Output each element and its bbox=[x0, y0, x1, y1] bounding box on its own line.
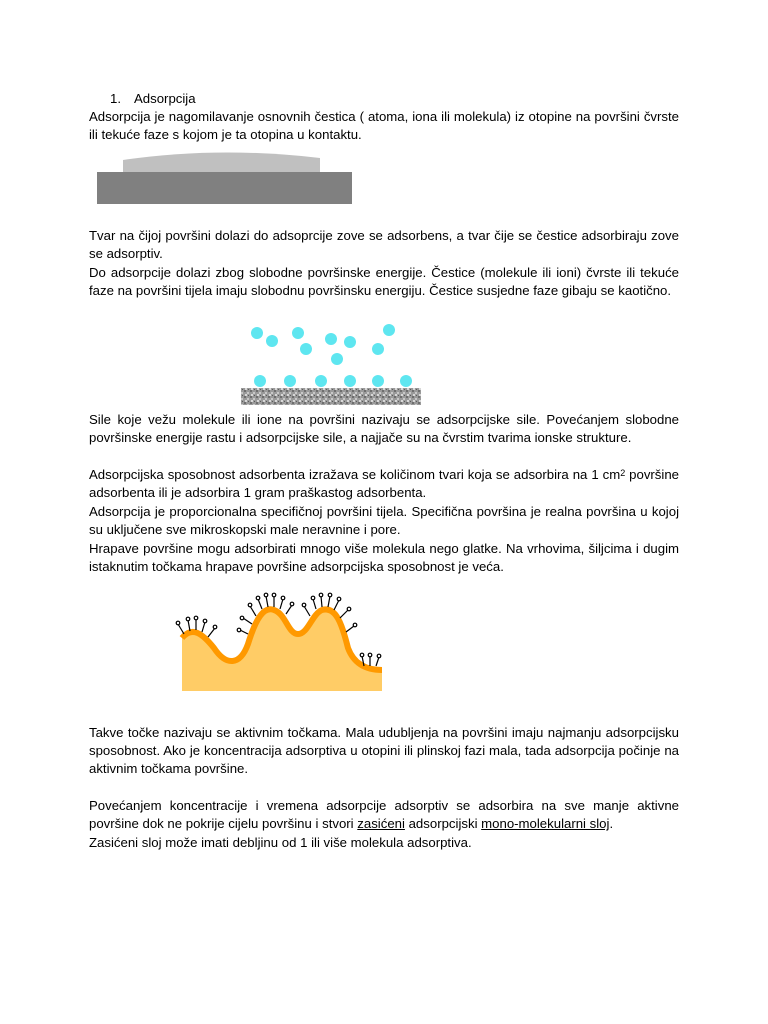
paragraph-adsorption-forces: Sile koje vežu molekule ili ione na površini nazivaju se adsorpcijske sile. Povećanjem slobodne površinske energije rastu i adsorpcijske sile, a najjače su na čvrstim tvarima ionske strukture. bbox=[89, 412, 679, 446]
particle bbox=[251, 327, 263, 339]
liquid-drop bbox=[123, 152, 320, 172]
particle bbox=[372, 343, 384, 355]
particle bbox=[372, 375, 384, 387]
free-particles bbox=[251, 324, 395, 365]
paragraph-monolayer: Povećanjem koncentracije i vremena adsorpcije adsorptiv se adsorbira na sve manje aktivne površine dok ne pokrije cijelu površinu i stvori zasićeni adsorpcijski mono-molekularni sloj. bbox=[89, 798, 679, 832]
particle bbox=[325, 333, 337, 345]
particle bbox=[292, 327, 304, 339]
particle bbox=[254, 375, 266, 387]
particle bbox=[284, 375, 296, 387]
adsorbent-surface bbox=[241, 388, 421, 405]
figure-drop-on-slab bbox=[96, 148, 354, 206]
paragraph-active-points: Takve točke nazivaju se aktivnim točkama. Mala udubljenja na površini imaju najmanju adsorpcijsku sposobnost. Ako je koncentracija adsorptiva u otopini ili plinskoj fazi mala, tada adsorpcija počinje na aktivnim točkama površine. bbox=[89, 725, 679, 777]
particle bbox=[266, 335, 278, 347]
underlined-term-monolayer: mono-molekularni sloj bbox=[481, 816, 610, 832]
section-heading bbox=[110, 90, 196, 108]
paragraph-adsorbens: Tvar na čijoj površini dolazi do adsoprcije zove se adsorbens, a tvar čije se čestice adsorbiraju zove se adsorptiv. bbox=[89, 228, 679, 262]
paragraph-layer-thickness: Zasićeni sloj može imati debljinu od 1 ili više molekula adsorptiva. bbox=[89, 835, 472, 850]
paragraph-specific-surface: Adsorpcija je proporcionalna specifičnoj površini tijela. Specifična površina je realna površina u kojoj su uključene sve mikroskopski male neravnine i pore. bbox=[89, 504, 679, 538]
underlined-term-saturated: zasićeni bbox=[357, 816, 405, 832]
particle bbox=[331, 353, 343, 365]
adsorbed-particles bbox=[254, 375, 412, 387]
paragraph-surface-energy: Do adsorpcije dolazi zbog slobodne površinske energije. Čestice (molekule ili ioni) čvrste ili tekuće faze na površini tijela imaju slobodnu površinsku energiju. Čestice susjedne faze gibaju se kaotično. bbox=[89, 265, 679, 299]
particle bbox=[315, 375, 327, 387]
figure-rough-surface bbox=[170, 588, 390, 696]
particle bbox=[300, 343, 312, 355]
heading-title: Adsorpcija bbox=[134, 91, 196, 106]
particle bbox=[383, 324, 395, 336]
paragraph-rough-surfaces: Hrapave površine mogu adsorbirati mnogo više molekula nego glatke. Na vrhovima, šiljcima i dugim istaknutim točkama hrapave površine adsorpcijska sposobnost je veća. bbox=[89, 541, 679, 575]
particle bbox=[344, 375, 356, 387]
figure-particles-surface bbox=[238, 318, 424, 410]
paragraph-capacity: Adsorpcijska sposobnost adsorbenta izražava se količinom tvari koja se adsorbira na 1 $cm^2$ površine adsorbenta ili je adsorbira 1 gram praškastog adsorbenta. bbox=[89, 467, 679, 501]
paragraph-definition: Adsorpcija je nagomilavanje osnovnih čestica ( atoma, iona ili molekula) iz otopine na površini čvrste ili tekuće faze s kojom je ta otopina u kontaktu. bbox=[89, 109, 679, 143]
superscript: 2 bbox=[620, 468, 626, 478]
particle bbox=[400, 375, 412, 387]
solid-slab bbox=[97, 172, 352, 204]
particle bbox=[344, 336, 356, 348]
heading-number: 1. bbox=[110, 91, 121, 106]
